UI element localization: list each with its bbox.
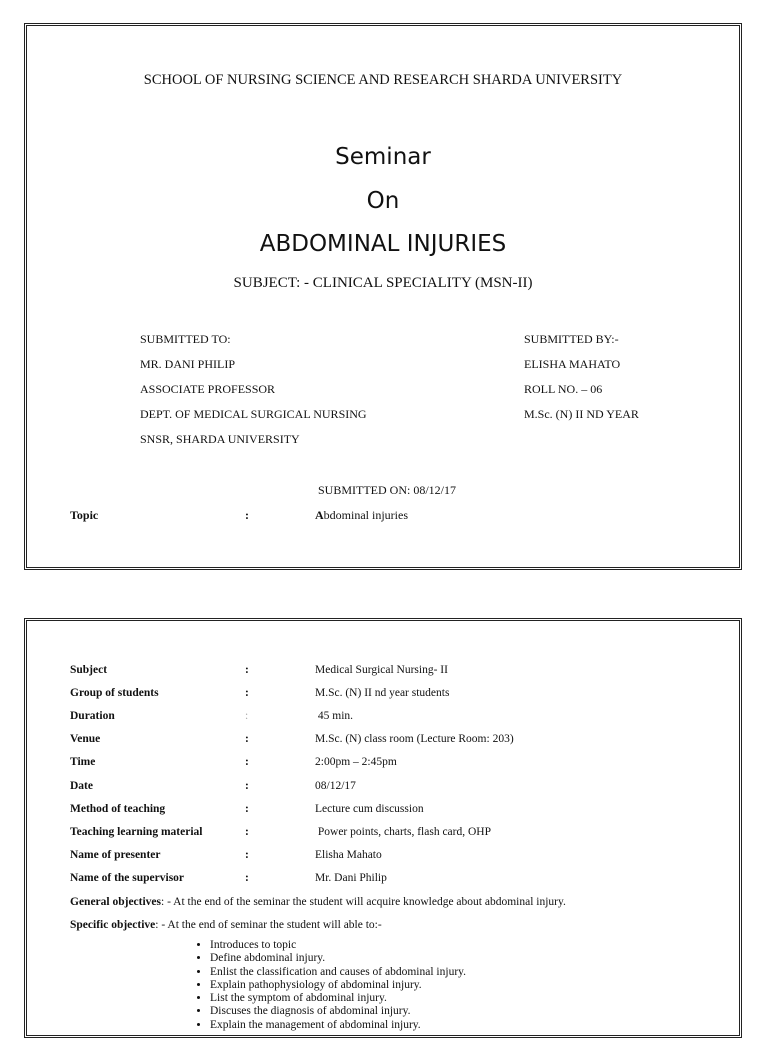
submitted-by-name: ELISHA MAHATO	[524, 357, 621, 371]
detail-label: Date	[70, 779, 93, 792]
detail-value: 45 min.	[315, 710, 354, 723]
detail-row	[70, 687, 730, 710]
objective-item: • Define abdominal injury.	[210, 952, 466, 965]
submitted-to-institute: SNSR, SHARDA UNIVERSITY	[140, 432, 300, 446]
detail-colon: :	[245, 687, 249, 700]
detail-colon: :	[245, 664, 249, 676]
title-seminar: Seminar	[335, 144, 431, 170]
detail-value: Medical Surgical Nursing- II	[315, 664, 448, 676]
detail-colon: :	[245, 802, 249, 815]
specific-objective	[70, 919, 382, 931]
detail-label: Duration	[70, 710, 115, 723]
topic-value-initial: A	[315, 508, 324, 522]
detail-row	[70, 664, 730, 687]
topic-label: Topic	[70, 508, 99, 522]
submitted-by-year: M.Sc. (N) II ND YEAR	[524, 407, 639, 421]
specific-objective-label: Specific objective	[70, 919, 156, 931]
topic-value-rest: bdominal injuries	[323, 508, 408, 522]
cover-page	[24, 23, 742, 570]
detail-row	[70, 803, 730, 826]
topic-colon: :	[245, 508, 249, 522]
detail-value: 08/12/17	[315, 779, 356, 792]
detail-label: Name of presenter	[70, 848, 161, 861]
objective-item: • Enlist the classification and causes of abdominal injury.	[210, 966, 466, 979]
submitted-to-designation: ASSOCIATE PROFESSOR	[140, 382, 276, 396]
detail-row	[70, 872, 730, 895]
detail-colon: :	[245, 871, 249, 884]
detail-value: Elisha Mahato	[315, 848, 382, 861]
detail-label: Teaching learning material	[70, 825, 203, 838]
topic-value	[315, 508, 408, 523]
submitted-to-department: DEPT. OF MEDICAL SURGICAL NURSING	[140, 407, 367, 421]
detail-label: Venue	[70, 733, 101, 746]
submitted-to-block	[140, 327, 367, 452]
detail-row	[70, 826, 730, 849]
objective-item: • List the symptom of abdominal injury.	[210, 992, 466, 1005]
objective-item: • Introduces to topic	[210, 939, 466, 952]
details-page	[24, 618, 742, 1038]
submitted-by-block	[524, 327, 639, 427]
institution-heading: SCHOOL OF NURSING SCIENCE AND RESEARCH SHARDA UNIVERSITY	[143, 72, 623, 88]
objective-item: • Discuses the diagnosis of abdominal injury.	[210, 1005, 466, 1018]
detail-colon: :	[245, 779, 249, 792]
detail-label: Time	[70, 756, 96, 769]
detail-row	[70, 780, 730, 803]
detail-value: M.Sc. (N) II nd year students	[315, 687, 450, 700]
submitted-by-roll: ROLL NO. – 06	[524, 382, 603, 396]
general-objectives-label: General objectives	[70, 896, 162, 908]
detail-colon: :	[245, 733, 249, 746]
objective-item: • Explain the management of abdominal injury.	[210, 1019, 466, 1032]
submitted-to-heading: SUBMITTED TO:	[140, 332, 231, 346]
detail-colon: :	[245, 710, 249, 723]
detail-label: Name of the supervisor	[70, 871, 185, 884]
detail-value: 2:00pm – 2:45pm	[315, 756, 397, 769]
detail-value: M.Sc. (N) class room (Lecture Room: 203)	[315, 733, 514, 746]
detail-row	[70, 756, 730, 779]
subject-line: SUBJECT: - CLINICAL SPECIALITY (MSN-II)	[233, 275, 533, 291]
detail-label: Subject	[70, 664, 108, 676]
detail-colon: :	[245, 756, 249, 769]
detail-row	[70, 733, 730, 756]
submitted-to-name: MR. DANI PHILIP	[140, 357, 236, 371]
specific-objective-text: : - At the end of seminar the student will able to:-	[155, 919, 382, 931]
detail-row	[70, 710, 730, 733]
title-topic: ABDOMINAL INJURIES	[259, 231, 507, 257]
submitted-on: SUBMITTED ON: 08/12/17	[318, 483, 456, 497]
detail-row	[70, 849, 730, 872]
title-on: On	[366, 188, 400, 214]
detail-value: Power points, charts, flash card, OHP	[315, 825, 491, 838]
detail-colon: :	[245, 825, 249, 838]
detail-label: Group of students	[70, 687, 159, 700]
detail-value: Mr. Dani Philip	[315, 871, 387, 884]
objectives-list	[191, 939, 466, 1032]
detail-colon: :	[245, 848, 249, 861]
detail-label: Method of teaching	[70, 802, 166, 815]
detail-value: Lecture cum discussion	[315, 802, 424, 815]
objective-item: • Explain pathophysiology of abdominal injury.	[210, 979, 466, 992]
submitted-by-heading: SUBMITTED BY:-	[524, 332, 619, 346]
general-objectives-text: : - At the end of the seminar the student will acquire knowledge about abdominal injury.	[161, 896, 566, 908]
general-objectives	[70, 896, 566, 908]
